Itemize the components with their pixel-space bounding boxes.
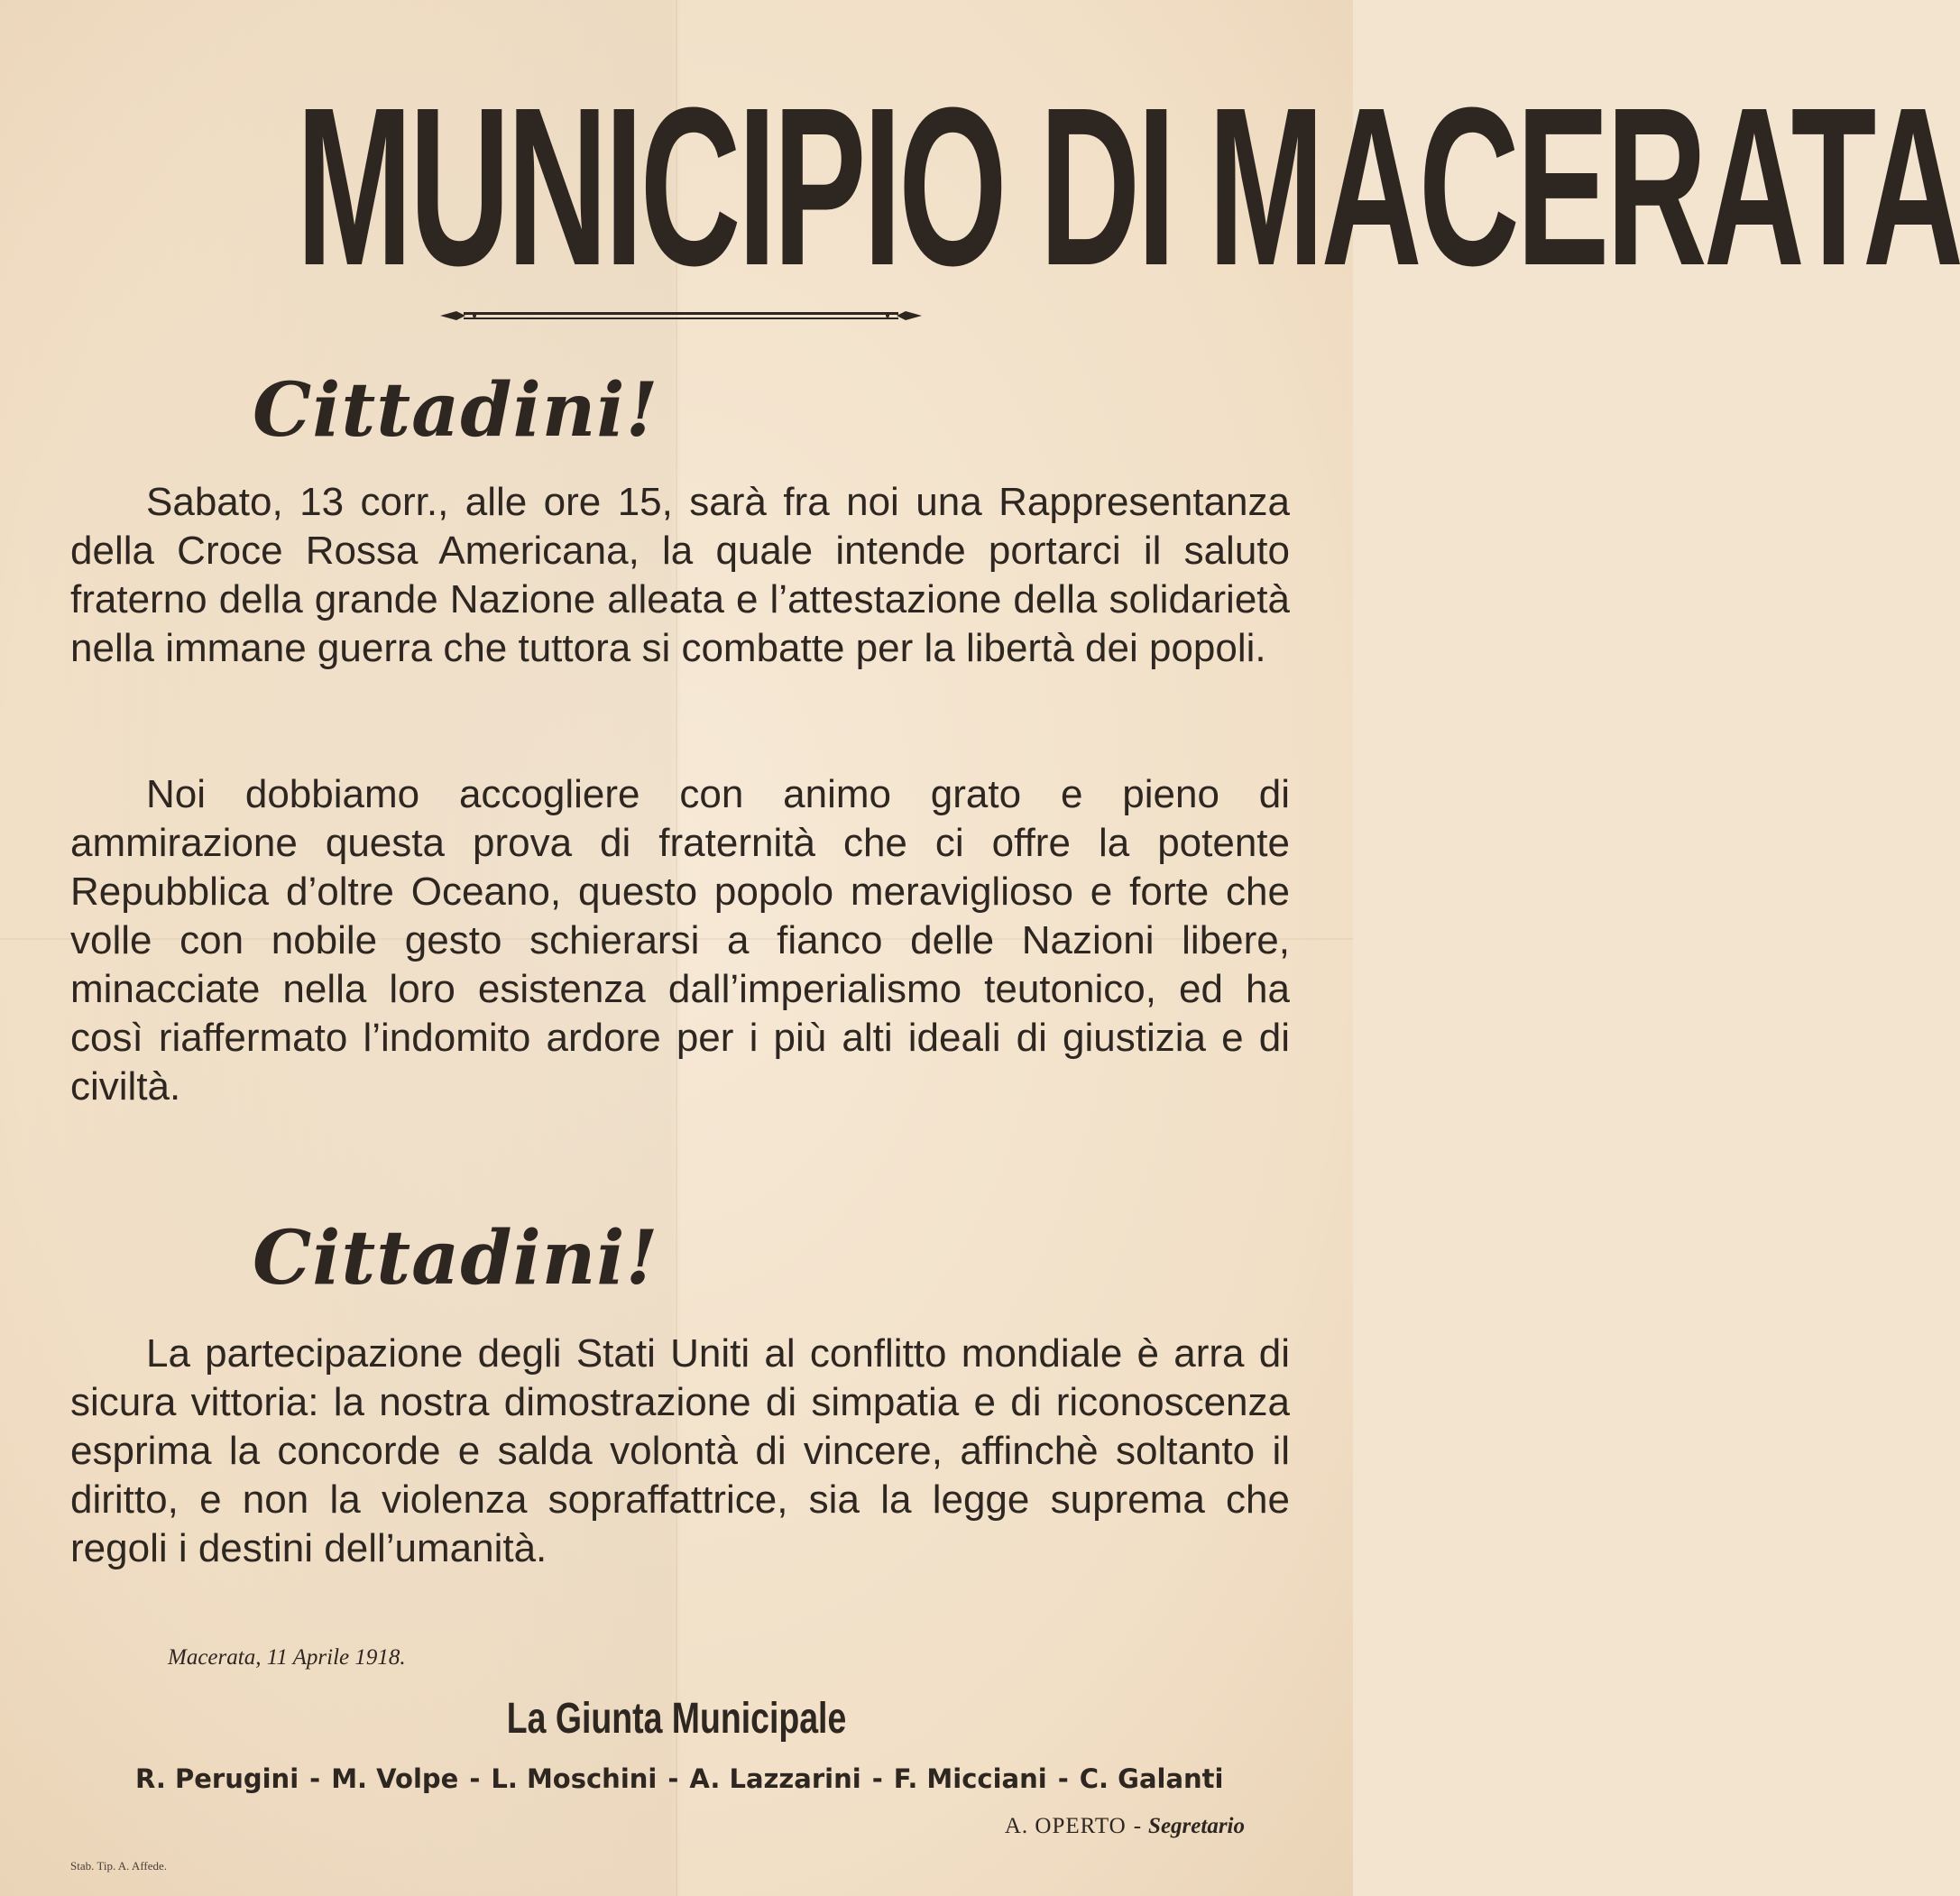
secretary-line	[812, 1811, 1245, 1842]
poster-title: MUNICIPIO DI MACERATA	[296, 60, 1960, 312]
secretary-separator: -	[1133, 1814, 1142, 1838]
dateline: Macerata, 11 Aprile 1918.	[168, 1645, 406, 1670]
name-separator: -	[469, 1763, 481, 1794]
name-separator: -	[309, 1763, 321, 1794]
title-rule-ornament	[438, 307, 924, 325]
section-heading-cittadini-1: Cittadini!	[253, 367, 659, 454]
secretary-name: A. OPERTO	[1004, 1814, 1127, 1838]
signatory-names	[135, 1759, 1224, 1799]
printer-credit: Stab. Tip. A. Affede.	[70, 1859, 168, 1873]
signatory-name: R. Perugini	[135, 1763, 299, 1794]
announcement-paragraph-2: Noi dobbiamo accogliere con animo grato e pieno di ammirazione questa prova di fraternità che ci offre la potente Repubblica d’oltre Oceano, questo popolo meraviglioso e forte che volle con nobile gesto schierarsi a fianco delle Nazioni libere, minacciate nella loro esistenza dall’imperialismo teutonico, ed ha così riaffermato l’indomito ardore per i più alti ideali di giustizia e di civiltà.	[70, 772, 1290, 1109]
announcement-paragraph-1: Sabato, 13 corr., alle ore 15, sarà fra noi una Rappresentanza della Croce Rossa Americana, la quale intende portarci il saluto fraterno della grande Nazione alleata e l’attestazione della solidarietà nella immane guerra che tuttora si combatte per la libertà dei popoli.	[70, 480, 1290, 670]
signatory-name: C. Galanti	[1079, 1763, 1224, 1794]
name-separator: -	[871, 1763, 883, 1794]
secretary-role: Segretario	[1148, 1814, 1245, 1838]
signatory-name: A. Lazzarini	[689, 1763, 861, 1794]
name-separator: -	[1057, 1763, 1069, 1794]
name-separator: -	[667, 1763, 679, 1794]
signatory-name: M. Volpe	[331, 1763, 459, 1794]
signatory-body: La Giunta Municipale	[506, 1695, 847, 1743]
signatory-name: F. Micciani	[893, 1763, 1047, 1794]
signatory-name: L. Moschini	[491, 1763, 658, 1794]
section-heading-cittadini-2: Cittadini!	[253, 1215, 659, 1302]
announcement-paragraph-3: La partecipazione degli Stati Uniti al conflitto mondiale è arra di sicura vittoria: la nostra dimostrazione di simpatia e di riconoscenza esprima la concorde e salda volontà di vincere, affinchè soltanto il diritto, e non la violenza sopraffattrice, sia la legge suprema che regoli i destini dell’umanità.	[70, 1331, 1290, 1570]
